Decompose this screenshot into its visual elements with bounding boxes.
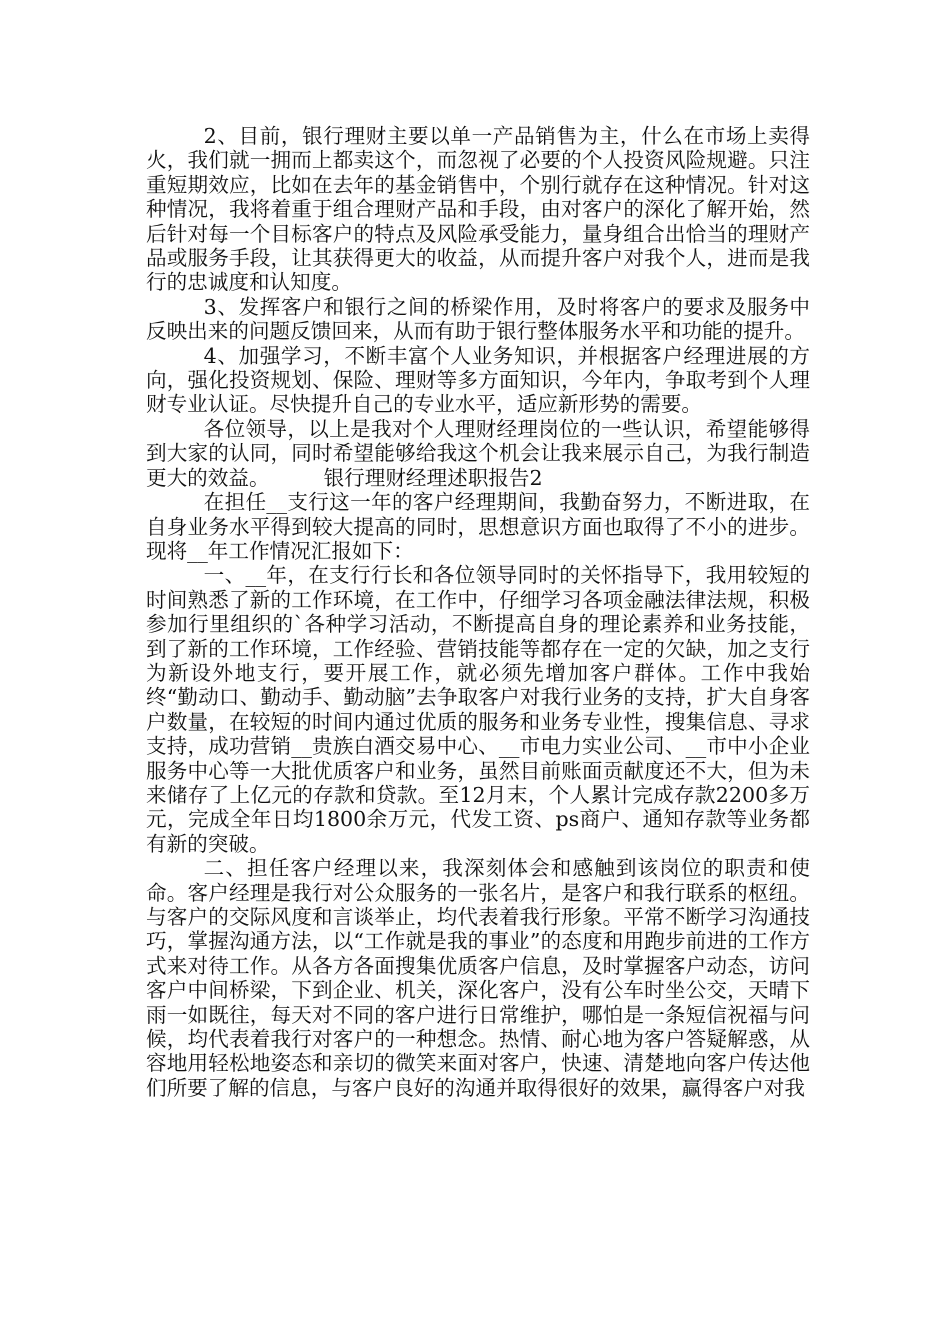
paragraph-point-4: 4、加强学习，不断丰富个人业务知识，并根据客户经理进展的方向，强化投资规划、保险、理财等多方面知识，今年内，争取考到个人理财专业认证。尽快提升自己的专业水平，适应新形势的需要。 (146, 343, 810, 417)
paragraph-point-3: 3、发挥客户和银行之间的桥梁作用，及时将客户的要求及服务中反映出来的问题反馈回来，从而有助于银行整体服务水平和功能的提升。 (146, 294, 810, 344)
report-title: 银行理财经理述职报告2 (323, 465, 543, 490)
paragraph-section-1: 一、__年，在支行行长和各位领导同时的关怀指导下，我用较短的时间熟悉了新的工作环境，在工作中，仔细学习各项金融法律法规，积极参加行里组织的`各种学习活动，不断提高自身的理论素养和业务技能，到了新的工作环境，工作经验、营销技能等都存在一定的欠缺，加之支行为新设外地支行，要开展工作，就必须先增加客户群体。工作中我始终“勤动口、勤动手、勤动脑”去争取客户对我行业务的支持，扩大自身客户数量，在较短的时间内通过优质的服务和业务专业性，搜集信息、寻求支持，成功营销__贵族白酒交易中心、__市电力实业公司、__市中小企业服务中心等一大批优质客户和业务，虽然目前账面贡献度还不大，但为未来储存了上亿元的存款和贷款。至12月末，个人累计完成存款2200多万元，完成全年日均1800余万元，代发工资、ps商户、通知存款等业务都有新的突破。 (146, 563, 810, 856)
paragraph-closing (146, 417, 810, 490)
paragraph-section-2: 二、担任客户经理以来，我深刻体会和感触到该岗位的职责和使命。客户经理是我行对公众服务的一张名片，是客户和我行联系的枢纽。与客户的交际风度和言谈举止，均代表着我行形象。平常不断学习沟通技巧，掌握沟通方法，以“工作就是我的事业”的态度和用跑步前进的工作方式来对待工作。从各方各面搜集优质客户信息，及时掌握客户动态，访问客户中间桥梁，下到企业、机关，深化客户，没有公车时坐公交，天晴下雨一如既往，每天对不同的客户进行日常维护，哪怕是一条短信祝福与问候，均代表着我行对客户的一种想念。热情、耐心地为客户答疑解惑，从容地用轻松地姿态和亲切的微笑来面对客户，快速、清楚地向客户传达他们所要了解的信息，与客户良好的沟通并取得很好的效果，赢得客户对我 (146, 856, 810, 1100)
paragraph-point-2: 2、目前，银行理财主要以单一产品销售为主，什么在市场上卖得火，我们就一拥而上都卖这个，而忽视了必要的个人投资风险规避。只注重短期效应，比如在去年的基金销售中，个别行就存在这种情况。针对这种情况，我将着重于组合理财产品和手段，由对客户的深化了解开始，然后针对每一个目标客户的特点及风险承受能力，量身组合出恰当的理财产品或服务手段，让其获得更大的收益，从而提升客户对我个人，进而是我行的忠诚度和认知度。 (146, 124, 810, 295)
paragraph-intro: 在担任__支行这一年的客户经理期间，我勤奋努力，不断进取，在自身业务水平得到较大提高的同时，思想意识方面也取得了不小的进步。现将__年工作情况汇报如下： (146, 490, 810, 563)
closing-text: 各位领导，以上是我对个人理财经理岗位的一些认识，希望能够得到大家的认同，同时希望能够给我这个机会让我来展示自己，为我行制造更大的效益。 (146, 416, 810, 490)
document-body (146, 124, 810, 1100)
